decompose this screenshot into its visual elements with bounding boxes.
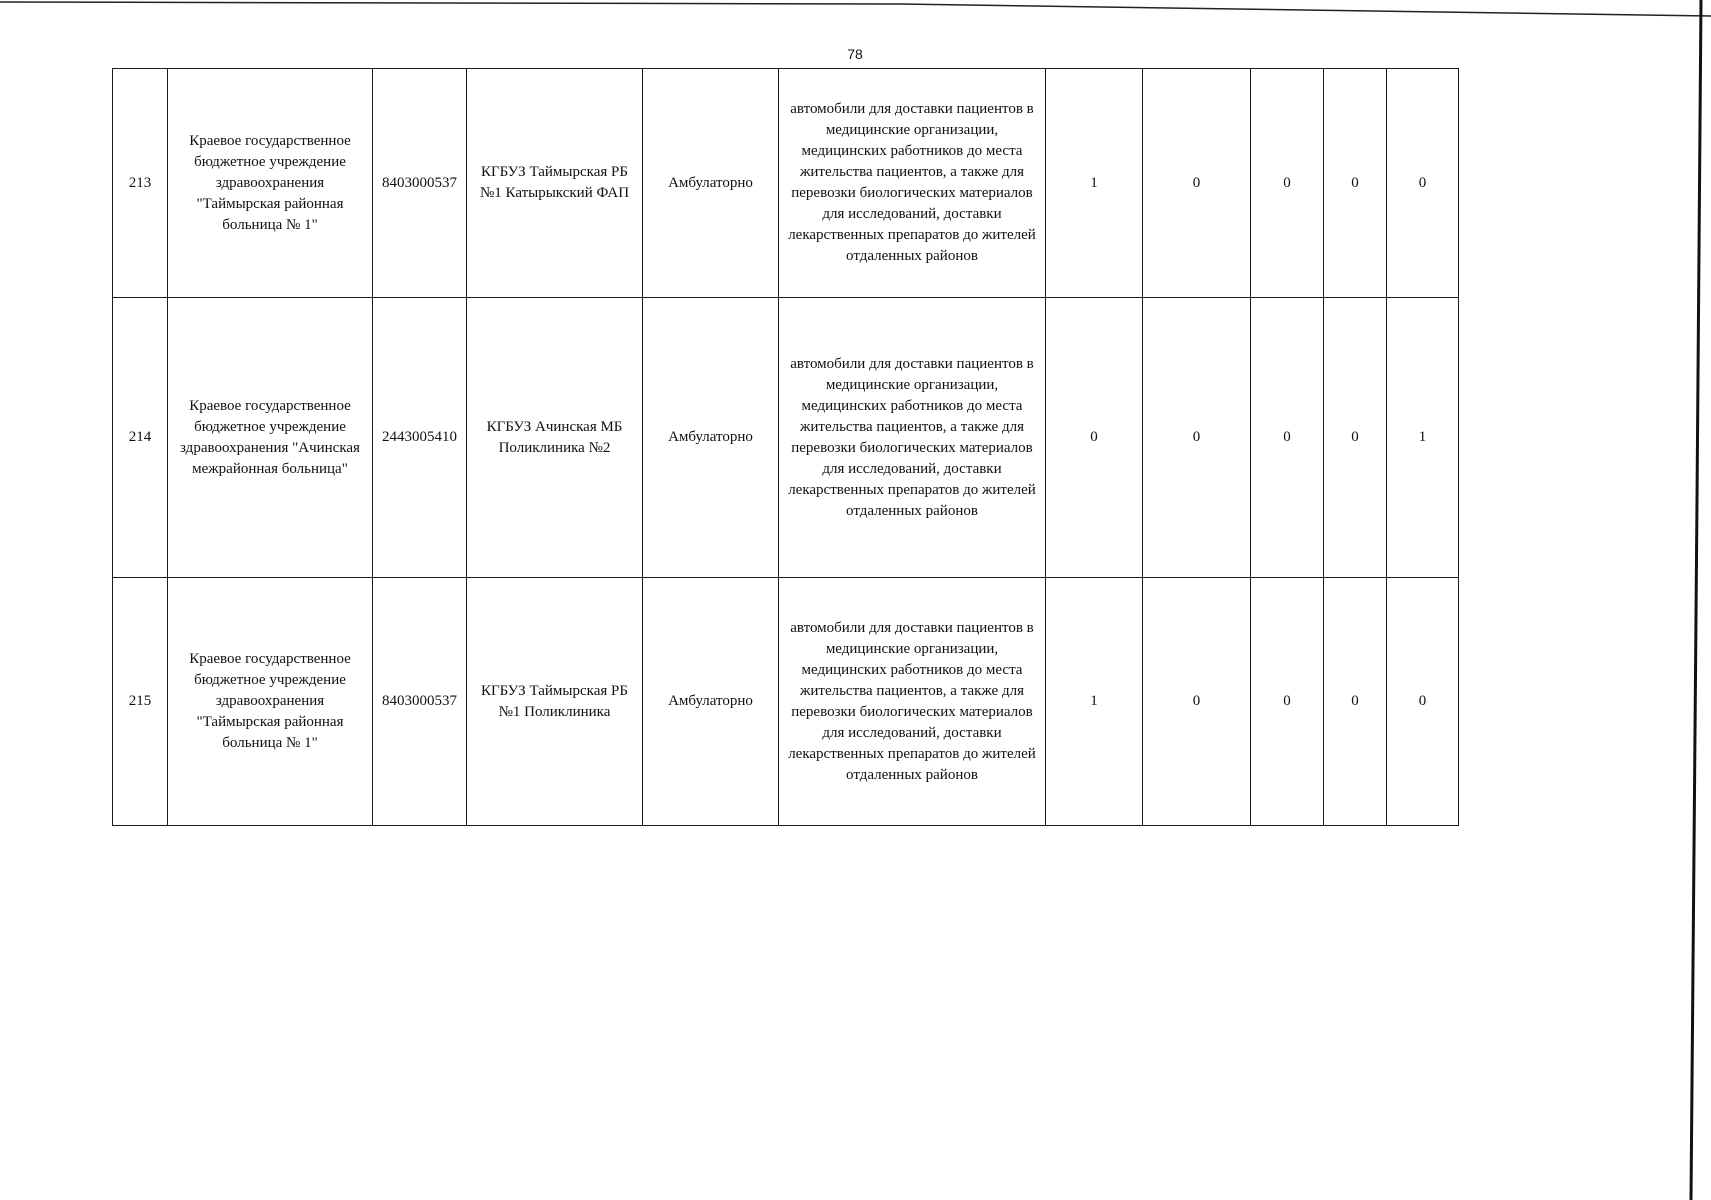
value-1: 1	[1046, 69, 1143, 298]
value-3: 0	[1251, 69, 1324, 298]
inn-code: 8403000537	[373, 578, 467, 826]
vehicle-purpose: автомобили для доставки пациентов в медицинские организации, медицинских работников до места жительства пациентов, а также для перевозки биологических материалов для исследований, доставки лекарственных препаратов до жителей отдаленных районов	[779, 578, 1046, 826]
unit-name: КГБУЗ Таймырская РБ №1 Поликлиника	[467, 578, 643, 826]
row-index: 213	[113, 69, 168, 298]
value-2: 0	[1143, 69, 1251, 298]
inn-code: 8403000537	[373, 69, 467, 298]
row-index: 214	[113, 298, 168, 578]
value-2: 0	[1143, 298, 1251, 578]
table-row	[113, 578, 1459, 826]
value-3: 0	[1251, 298, 1324, 578]
institution-name: Краевое государственное бюджетное учреждение здравоохранения "Ачинская межрайонная больница"	[168, 298, 373, 578]
value-5: 1	[1387, 298, 1459, 578]
table-row	[113, 298, 1459, 578]
vehicle-purpose: автомобили для доставки пациентов в медицинские организации, медицинских работников до места жительства пациентов, а также для перевозки биологических материалов для исследований, доставки лекарственных препаратов до жителей отдаленных районов	[779, 298, 1046, 578]
value-4: 0	[1324, 69, 1387, 298]
care-type: Амбулаторно	[643, 298, 779, 578]
inn-code: 2443005410	[373, 298, 467, 578]
unit-name: КГБУЗ Ачинская МБ Поликлиника №2	[467, 298, 643, 578]
value-5: 0	[1387, 69, 1459, 298]
institution-name: Краевое государственное бюджетное учреждение здравоохранения "Таймырская районная больница № 1"	[168, 578, 373, 826]
care-type: Амбулаторно	[643, 69, 779, 298]
value-4: 0	[1324, 578, 1387, 826]
institution-name: Краевое государственное бюджетное учреждение здравоохранения "Таймырская районная больница № 1"	[168, 69, 373, 298]
scan-top-border	[0, 0, 1711, 18]
value-1: 0	[1046, 298, 1143, 578]
value-1: 1	[1046, 578, 1143, 826]
care-type: Амбулаторно	[643, 578, 779, 826]
table-row	[113, 69, 1459, 298]
scan-right-border	[1681, 0, 1711, 1200]
unit-name: КГБУЗ Таймырская РБ №1 Катырыкский ФАП	[467, 69, 643, 298]
row-index: 215	[113, 578, 168, 826]
vehicle-purpose: автомобили для доставки пациентов в медицинские организации, медицинских работников до места жительства пациентов, а также для перевозки биологических материалов для исследований, доставки лекарственных препаратов до жителей отдаленных районов	[779, 69, 1046, 298]
data-table	[112, 68, 1459, 826]
value-2: 0	[1143, 578, 1251, 826]
value-4: 0	[1324, 298, 1387, 578]
value-5: 0	[1387, 578, 1459, 826]
page-number: 78	[847, 46, 863, 62]
value-3: 0	[1251, 578, 1324, 826]
